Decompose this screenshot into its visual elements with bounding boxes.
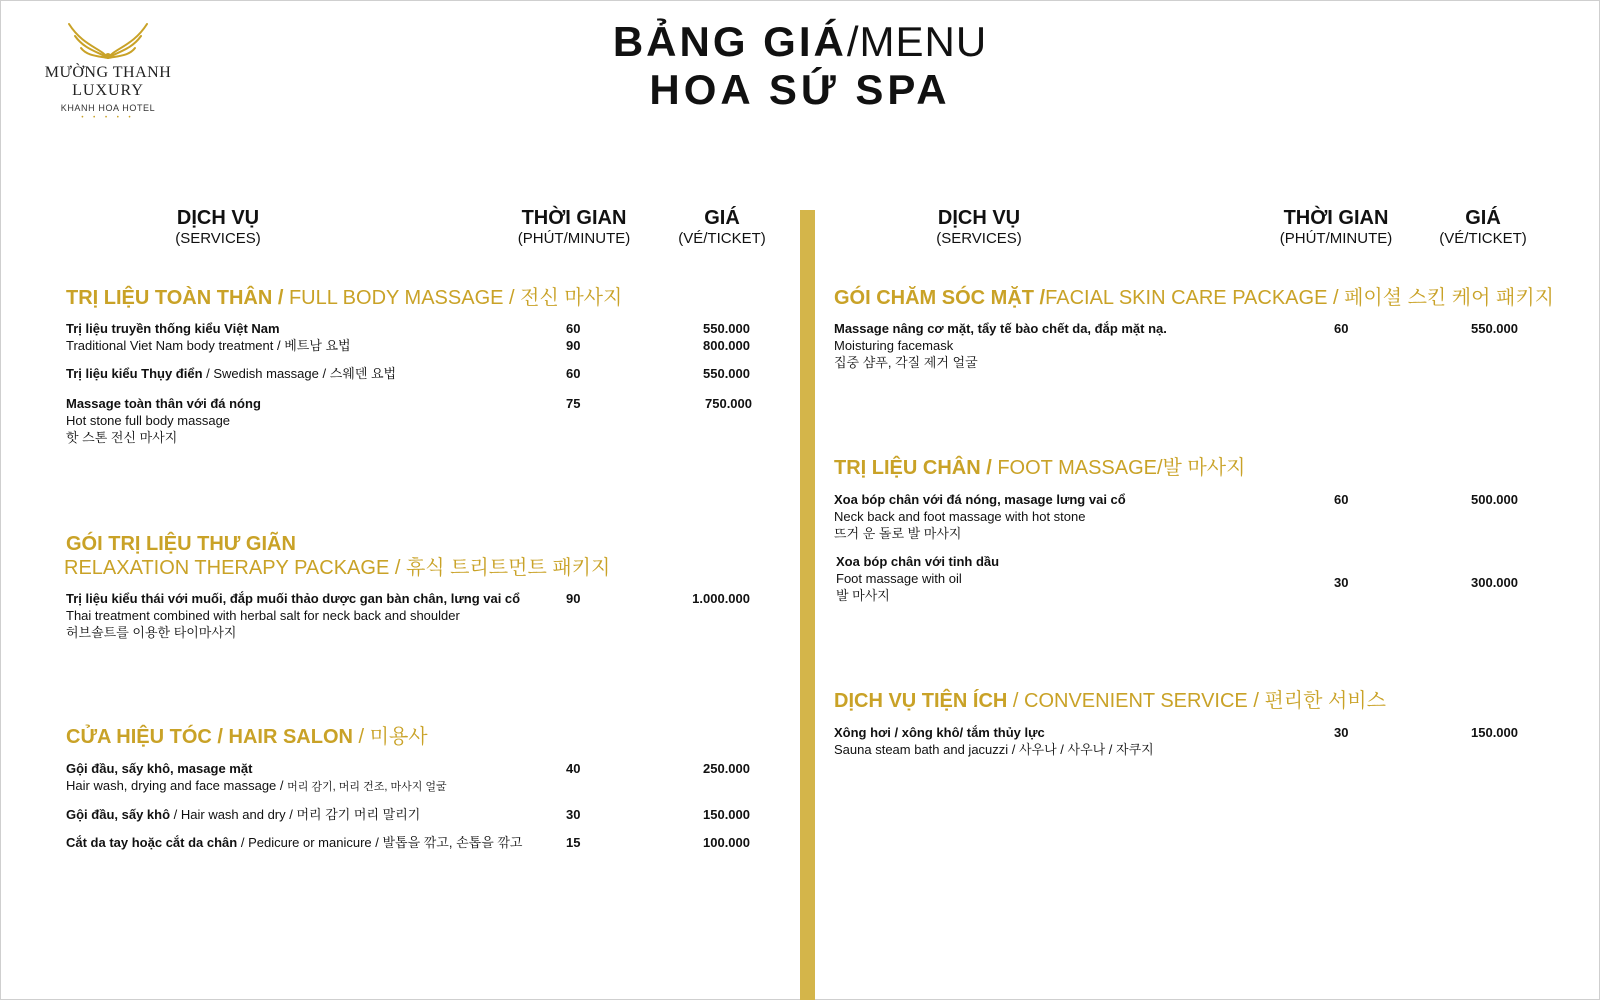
- header-time-label: THỜI GIAN: [1283, 207, 1389, 229]
- service-desc: Hot stone full body massage: [66, 413, 231, 428]
- header-service-sub: (SERVICES): [936, 230, 1022, 247]
- service-time: 30: [1334, 575, 1349, 590]
- service-name: Trị liệu kiểu Thụy điển: [66, 366, 203, 381]
- service-item: [836, 553, 999, 604]
- service-desc: Sauna steam bath and jacuzzi / 사우나 / 사우나 / 자쿠지: [834, 742, 1154, 757]
- section-title-en: FACIAL SKIN CARE PACKAGE: [1045, 287, 1328, 309]
- service-item: [834, 491, 1126, 542]
- service-time: 30: [1334, 725, 1349, 740]
- service-desc: Thai treatment combined with herbal salt for neck back and shoulder: [66, 608, 460, 623]
- service-desc-ko: 핫 스톤 전신 마사지: [66, 430, 178, 445]
- section-title-bold: DỊCH VỤ TIỆN ÍCH: [834, 690, 1008, 712]
- service-price: 800.000: [703, 338, 750, 353]
- service-desc: Moisturing facemask: [834, 338, 954, 353]
- service-item: [66, 320, 351, 354]
- header-price-right: [1423, 206, 1543, 248]
- service-item: [66, 365, 396, 382]
- brand-hotel: KHANH HOA HOTEL: [60, 103, 156, 113]
- header-service-label: DỊCH VỤ: [176, 207, 260, 229]
- service-price: 150.000: [1471, 725, 1518, 740]
- section-title-relaxation: [66, 531, 296, 557]
- service-time: 30: [566, 807, 581, 822]
- service-price: 1.000.000: [692, 591, 750, 606]
- service-time: 60: [1334, 321, 1349, 336]
- service-name: Massage nâng cơ mặt, tẩy tế bào chết da, đắp mặt nạ.: [834, 321, 1167, 336]
- header-service-right: [879, 206, 1079, 248]
- header-price-sub: (VÉ/TICKET): [1439, 230, 1527, 247]
- service-desc: Traditional Viet Nam body treatment / 베트남 요법: [66, 338, 351, 353]
- header-time-sub: (PHÚT/MINUTE): [517, 230, 631, 247]
- section-title-bold: GÓI TRỊ LIỆU THƯ GIÃN: [66, 533, 296, 555]
- header-service-sub: (SERVICES): [175, 230, 261, 247]
- service-desc: Neck back and foot massage with hot stone: [834, 509, 1086, 524]
- service-time: 15: [566, 835, 581, 850]
- service-time: 60: [566, 321, 581, 336]
- header-time-left: [494, 206, 654, 248]
- service-price: 150.000: [703, 807, 750, 822]
- section-title-en: RELAXATION THERAPY PACKAGE: [64, 557, 390, 579]
- section-title-convenient: [834, 688, 1386, 714]
- section-title-bold: TRỊ LIỆU CHÂN /: [834, 457, 992, 479]
- header-time-right: [1256, 206, 1416, 248]
- section-title-en: / CONVENIENT SERVICE: [1007, 690, 1248, 712]
- service-name: Xoa bóp chân với đá nóng, masage lưng vai cổ: [834, 492, 1126, 507]
- section-title-foot: [834, 455, 1245, 481]
- service-price: 500.000: [1471, 492, 1518, 507]
- service-name: Xoa bóp chân với tinh dầu: [836, 554, 1000, 569]
- service-name: Massage toàn thân với đá nóng: [66, 396, 261, 411]
- service-desc-ko: 집중 샴푸, 각질 제거 얼굴: [834, 355, 978, 370]
- service-price: 100.000: [703, 835, 750, 850]
- service-item: [66, 760, 447, 796]
- page-title: [0, 18, 1600, 114]
- service-desc: Hair wash, drying and face massage /: [66, 778, 288, 793]
- header-service-left: [118, 206, 318, 248]
- section-title-ko: / 전신 마사지: [503, 287, 623, 309]
- title-menu: /MENU: [846, 18, 988, 65]
- section-title-bold: CỬA HIỆU TÓC / HAIR SALON: [66, 726, 353, 748]
- service-desc-ko: 뜨거 운 돌로 발 마사지: [834, 526, 962, 541]
- service-desc-ko: 발 마사지: [836, 588, 890, 603]
- service-time: 60: [1334, 492, 1349, 507]
- service-desc-ko: 허브솔트를 이용한 타이마사지: [66, 625, 237, 640]
- section-subtitle-relaxation: [64, 555, 610, 581]
- service-price: 250.000: [703, 761, 750, 776]
- section-title-hair-salon: [66, 724, 428, 750]
- title-spa-name: HOA SỨ SPA: [649, 66, 951, 113]
- service-item: [66, 834, 523, 851]
- title-bang-gia: BẢNG GIÁ: [612, 18, 847, 65]
- service-name: Gội đầu, sấy khô, masage mặt: [66, 761, 253, 776]
- section-title-full-body: [66, 285, 622, 311]
- service-time: 40: [566, 761, 581, 776]
- header-price-label: GIÁ: [704, 207, 740, 229]
- header-time-label: THỜI GIAN: [521, 207, 627, 229]
- service-price: 550.000: [703, 366, 750, 381]
- service-time: 90: [566, 591, 581, 606]
- header-price-label: GIÁ: [1465, 207, 1501, 229]
- section-title-ko: / 미용사: [352, 726, 428, 748]
- section-title-ko: / 휴식 트리트먼트 패키지: [389, 557, 611, 579]
- service-desc: / Pedicure or manicure / 발톱을 깎고, 손톱을 깎고: [237, 835, 523, 850]
- service-item: [834, 724, 1154, 758]
- service-price: 550.000: [703, 321, 750, 336]
- section-title-bold: TRỊ LIỆU TOÀN THÂN /: [66, 287, 284, 309]
- column-divider: [800, 210, 815, 1000]
- service-time: 75: [566, 396, 581, 411]
- section-title-bold: GÓI CHĂM SÓC MẶT /: [834, 287, 1046, 309]
- section-title-ko: / 페이셜 스킨 케어 패키지: [1327, 287, 1554, 309]
- service-price: 750.000: [705, 396, 752, 411]
- service-item: [66, 590, 520, 641]
- header-service-label: DỊCH VỤ: [937, 207, 1021, 229]
- header-time-sub: (PHÚT/MINUTE): [1279, 230, 1393, 247]
- header-price-sub: (VÉ/TICKET): [678, 230, 766, 247]
- service-item: [66, 806, 420, 823]
- section-title-en: FULL BODY MASSAGE: [283, 287, 504, 309]
- service-desc: / Hair wash and dry / 머리 감기 머리 말리기: [170, 807, 421, 822]
- service-price: 300.000: [1471, 575, 1518, 590]
- service-desc: Foot massage with oil: [836, 571, 962, 586]
- service-name: Xông hơi / xông khô/ tắm thủy lực: [834, 725, 1045, 740]
- service-desc: / Swedish massage / 스웨덴 요법: [202, 366, 397, 381]
- service-desc-ko: 머리 감기, 머리 건조, 마사지 얼굴: [287, 781, 447, 793]
- service-name: Trị liệu kiểu thái với muối, đắp muối thảo dược gan bàn chân, lưng vai cổ: [66, 591, 521, 606]
- brand-name: MƯỜNG THANH: [44, 64, 172, 81]
- section-title-facial: [834, 285, 1554, 311]
- service-time: 90: [566, 338, 581, 353]
- service-name: Cắt da tay hoặc cắt da chân: [66, 835, 238, 850]
- service-item: [834, 320, 1167, 371]
- brand-tier: LUXURY: [72, 82, 144, 99]
- section-title-ko: / 편리한 서비스: [1247, 690, 1386, 712]
- section-title-en: FOOT MASSAGE/발 마사지: [991, 457, 1246, 479]
- service-name: Gội đầu, sấy khô: [66, 807, 171, 822]
- service-time: 60: [566, 366, 581, 381]
- service-item: [66, 395, 261, 446]
- header-price-left: [662, 206, 782, 248]
- service-name: Trị liệu truyền thống kiểu Việt Nam: [66, 321, 280, 336]
- rating-stars: • • • • •: [81, 115, 135, 121]
- service-price: 550.000: [1471, 321, 1518, 336]
